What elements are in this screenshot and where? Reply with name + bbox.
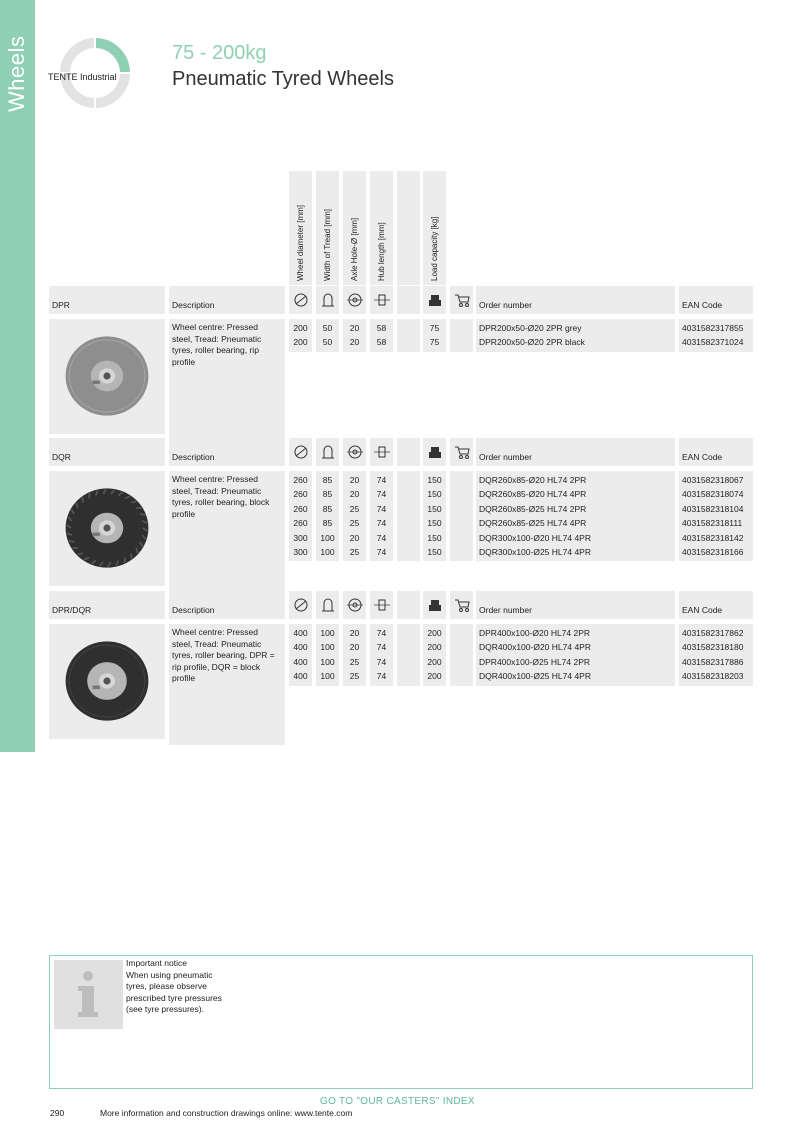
icon-header-cell [450,591,473,619]
trolley-icon [453,444,471,460]
trolley-icon [453,597,471,613]
wheel-image [62,331,152,421]
cell-order: DQR400x100-Ø25 HL74 4PR [479,671,591,682]
icon-header-cell [423,591,446,619]
cell-tread: 100 [320,628,335,638]
page-title: Pneumatic Tyred Wheels [172,68,394,90]
cell-hub: 74 [376,518,387,529]
cell-tread: 100 [320,532,335,543]
ean-code-label: EAN Code [682,605,723,615]
cell-ean: 4031582318111 [682,518,743,529]
description-label: Description [172,605,215,615]
cell-diameter: 400 [293,628,308,638]
cell-ean: 4031582318180 [682,642,744,653]
cell-load: 200 [427,656,442,667]
cell-load: 75 [429,337,440,348]
important-notice [49,955,753,1089]
wheel-photo [49,624,165,739]
cell-load: 200 [427,642,442,653]
description-cell [169,471,285,592]
cell-axle: 20 [349,532,360,543]
series-name: DQR [52,452,71,462]
cell-diameter: 300 [293,547,308,557]
icon-header-cell [450,286,473,314]
description-label: Description [172,452,215,462]
hub-length-icon [373,597,391,613]
cell-load: 150 [427,547,442,557]
description-label: Description [172,300,215,310]
cell-tread: 85 [322,503,333,514]
cell-axle: 20 [349,475,360,485]
cell-tread: 100 [320,671,335,682]
cell-load: 150 [427,489,442,500]
axle-hole-icon [346,444,364,460]
cell-axle: 20 [349,337,360,348]
wheel-image [62,483,152,573]
cell-tread: 100 [320,656,335,667]
series-header [49,438,165,466]
cell-diameter: 400 [293,642,308,653]
cell-hub: 58 [376,337,387,348]
cell-ean: 4031582318074 [682,489,744,500]
cell-diameter: 200 [293,323,308,333]
icon-header-cell [370,438,393,466]
notice-text: When using pneumatic tyres, please observe prescribed tyre pressures (see tyre pressures). [126,969,222,1014]
col-header-hub: Hub length [mm] [370,171,393,285]
cell-order: DPR200x50-Ø20 2PR black [479,337,585,348]
cell-ean: 4031582318142 [682,532,744,543]
ean-header [679,591,753,619]
description-cell [169,624,285,745]
icon-header-cell [289,438,312,466]
cell-ean: 4031582318203 [682,671,744,682]
cell-load: 150 [427,518,442,529]
data-column-bg [450,471,473,561]
series-name: DPR [52,300,70,310]
icon-header-cell [343,591,366,619]
icon-header-cell [397,438,420,466]
trolley-icon [453,292,471,308]
data-column-bg [397,624,420,686]
axle-hole-icon [346,292,364,308]
tread-width-icon [319,597,337,613]
product-description: Wheel centre: Pressed steel, Tread: Pneumatic tyres, roller bearing, DPR = rip profile, DQR = block profile [172,627,275,684]
ean-code-label: EAN Code [682,452,723,462]
col-header-tread: Width of Tread [mm] [316,171,339,285]
cell-tread: 85 [322,475,333,485]
col-header-axle: Axle Hole-Ø [mm] [343,171,366,285]
side-tab [0,0,35,752]
brand-name: TENTE Industrial [48,72,117,82]
cell-tread: 85 [322,518,333,529]
cell-axle: 20 [349,642,360,653]
cell-order: DQR260x85-Ø20 HL74 2PR [479,475,587,485]
order-header [476,438,675,466]
icon-header-cell [450,438,473,466]
cell-order: DQR260x85-Ø25 HL74 2PR [479,503,587,514]
cell-axle: 25 [349,547,360,557]
cell-ean: 4031582318104 [682,503,744,514]
cell-ean: 4031582317855 [682,323,744,333]
col-header-load: Load capacity [kg] [423,171,446,285]
cell-axle: 25 [349,671,360,682]
footer-info: More information and construction drawings online: www.tente.com [100,1108,353,1118]
description-cell [169,319,285,440]
cell-axle: 25 [349,656,360,667]
cell-diameter: 200 [293,337,308,348]
cell-order: DPR400x100-Ø20 HL74 2PR [479,628,591,638]
cell-hub: 74 [376,628,387,638]
cell-axle: 20 [349,628,360,638]
ean-header [679,286,753,314]
cell-order: DQR300x100-Ø25 HL74 4PR [479,547,591,557]
wheel-photo [49,471,165,586]
cell-ean: 4031582317886 [682,656,744,667]
icon-header-cell [316,286,339,314]
cell-hub: 74 [376,532,387,543]
wheel-diameter-icon [292,444,310,460]
info-icon [54,960,123,1029]
icon-header-cell [370,591,393,619]
series-header [49,591,165,619]
cell-load: 200 [427,671,442,682]
cell-load: 150 [427,503,442,514]
ean-code-label: EAN Code [682,300,723,310]
icon-header-cell [289,591,312,619]
col-header-diameter: Wheel diameter [mm] [289,171,312,285]
order-number-label: Order number [479,452,532,462]
icon-header-cell [423,286,446,314]
casters-index-link[interactable]: GO TO "OUR CASTERS" INDEX [320,1096,475,1107]
order-number-label: Order number [479,300,532,310]
icon-header-cell [316,438,339,466]
cell-tread: 50 [322,323,333,333]
order-header [476,286,675,314]
cell-hub: 74 [376,671,387,682]
tread-width-icon [319,444,337,460]
load-capacity-icon [426,292,444,308]
cell-axle: 20 [349,489,360,500]
hub-length-icon [373,292,391,308]
cell-order: DQR260x85-Ø25 HL74 4PR [479,518,587,529]
cell-hub: 58 [376,323,387,333]
cell-ean: 4031582318067 [682,475,744,485]
description-header [169,438,285,466]
cell-diameter: 300 [293,532,308,543]
cell-order: DPR400x100-Ø25 HL74 2PR [479,656,591,667]
data-column-bg [397,471,420,561]
cell-hub: 74 [376,547,387,557]
col-header-blank [397,171,420,285]
series-header [49,286,165,314]
cell-diameter: 260 [293,475,308,485]
cell-hub: 74 [376,489,387,500]
cell-diameter: 260 [293,489,308,500]
data-column-bg [450,319,473,352]
cell-hub: 74 [376,642,387,653]
cell-order: DPR200x50-Ø20 2PR grey [479,323,582,333]
cell-diameter: 260 [293,518,308,529]
cell-diameter: 400 [293,671,308,682]
cell-axle: 25 [349,518,360,529]
product-description: Wheel centre: Pressed steel, Tread: Pneumatic tyres, roller bearing, block profile [172,474,270,519]
description-header [169,591,285,619]
axle-hole-icon [346,597,364,613]
page-number: 290 [50,1108,65,1118]
load-capacity-icon [426,444,444,460]
notice-title: Important notice [126,958,187,968]
load-capacity-icon [426,597,444,613]
cell-hub: 74 [376,475,387,485]
icon-header-cell [397,286,420,314]
cell-order: DQR300x100-Ø20 HL74 4PR [479,532,591,543]
title-range: 75 - 200kg [172,42,267,64]
cell-diameter: 400 [293,656,308,667]
cell-load: 75 [429,323,440,333]
cell-ean: 4031582371024 [682,337,744,348]
cell-tread: 85 [322,489,333,500]
ean-header [679,438,753,466]
cell-order: DQR400x100-Ø20 HL74 4PR [479,642,591,653]
icon-header-cell [370,286,393,314]
cell-order: DQR260x85-Ø20 HL74 4PR [479,489,587,500]
icon-header-cell [316,591,339,619]
data-column-bg [450,624,473,686]
cell-tread: 50 [322,337,333,348]
cell-tread: 100 [320,642,335,653]
side-tab-label: Wheels [4,35,29,112]
wheel-diameter-icon [292,292,310,308]
order-number-label: Order number [479,605,532,615]
icon-header-cell [289,286,312,314]
cell-axle: 25 [349,503,360,514]
tread-width-icon [319,292,337,308]
cell-load: 150 [427,532,442,543]
wheel-diameter-icon [292,597,310,613]
icon-header-cell [343,438,366,466]
cell-hub: 74 [376,656,387,667]
cell-ean: 4031582318166 [682,547,744,557]
cell-diameter: 260 [293,503,308,514]
wheel-image [62,636,152,726]
description-header [169,286,285,314]
wheel-photo [49,319,165,434]
cell-load: 150 [427,475,442,485]
cell-tread: 100 [320,547,335,557]
cell-ean: 4031582317862 [682,628,744,638]
series-name: DPR/DQR [52,605,92,615]
icon-header-cell [423,438,446,466]
icon-header-cell [343,286,366,314]
cell-load: 200 [427,628,442,638]
icon-header-cell [397,591,420,619]
product-description: Wheel centre: Pressed steel, Tread: Pneumatic tyres, roller bearing, rip profile [172,322,262,367]
cell-axle: 20 [349,323,360,333]
order-header [476,591,675,619]
cell-hub: 74 [376,503,387,514]
data-column-bg [397,319,420,352]
hub-length-icon [373,444,391,460]
